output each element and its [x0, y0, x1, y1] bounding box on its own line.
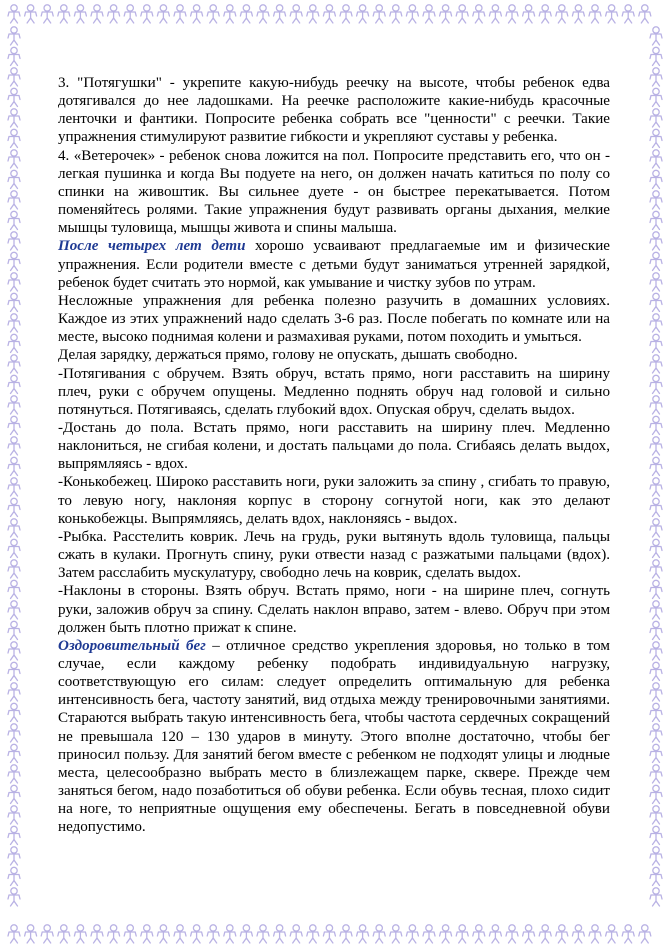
child-figure-icon [8, 826, 20, 844]
child-figure-icon [506, 5, 518, 23]
paragraph: Несложные упражнения для ребенка полезно разучить в домашних условиях. Каждое из этих упражнений надо сделать 3-6 раз. После побегать по комнате или на месте, высоко поднимая колени и размахивая руками, потом походить и умыться. [58, 292, 610, 346]
child-figure-icon [91, 925, 103, 943]
child-figure-icon [207, 925, 219, 943]
child-figure-icon [174, 925, 186, 943]
child-figure-icon [108, 5, 120, 23]
paragraph: Оздоровительный бег – отличное средство укрепления здоровья, но только в том случае, если каждому ребенку подобрать индивидуальную нагрузку, соответствующую его силам: следует определить оптимальную для ребенка интенсивность бега, частоту занятий, вид отдыха между тренировочными занятиями. Стараются выбрать такую интенсивность бега, чтобы частота сердечных сокращений не превышала 120 – 130 ударов в минуту. Этого вполне достаточно, чтобы бег приносил пользу. Для занятий бегом вместе с ребенком не подходят улицы и людные места, целесообразно выбрать место в близлежащем парке, сквере. Прежде чем заняться бегом, надо позаботиться об обуви ребенка. Если обувь тесная, плохо сидит на ноге, то неприятные ощущения ему обеспечены. Бегать в повседневной обуви недопустимо. [58, 637, 610, 836]
child-figure-icon [650, 847, 662, 865]
child-figure-icon [8, 601, 20, 619]
child-figure-icon [8, 925, 20, 943]
child-figure-icon [650, 642, 662, 660]
child-figure-icon [650, 806, 662, 824]
child-figure-icon [8, 478, 20, 496]
child-figure-icon [650, 683, 662, 701]
child-figure-icon [8, 683, 20, 701]
child-figure-icon [440, 5, 452, 23]
child-figure-icon [8, 375, 20, 393]
child-figure-icon [589, 5, 601, 23]
child-figure-icon [650, 560, 662, 578]
accent-phrase: Оздоровительный бег [58, 637, 206, 654]
child-figure-icon [141, 925, 153, 943]
paragraph: -Достань до пола. Встать прямо, ноги расставить на ширину плеч. Медленно наклониться, не сгибая колени, и достать пальцами до пола. Сгибаясь делать выдох, выпрямляясь - вдох. [58, 419, 610, 473]
child-figure-icon [8, 191, 20, 209]
child-figure-icon [224, 5, 236, 23]
child-figure-icon [58, 925, 70, 943]
child-figure-icon [650, 252, 662, 270]
child-figure-icon [650, 662, 662, 680]
child-figure-icon [8, 437, 20, 455]
child-figure-icon [8, 519, 20, 537]
child-figure-icon [8, 232, 20, 250]
child-figure-icon [650, 416, 662, 434]
child-figure-icon [650, 109, 662, 127]
child-figure-icon [423, 5, 435, 23]
child-figure-icon [650, 621, 662, 639]
child-figure-icon [606, 925, 618, 943]
child-figure-icon [473, 5, 485, 23]
child-figure-icon [307, 925, 319, 943]
child-figure-icon [157, 925, 169, 943]
child-figure-icon [650, 211, 662, 229]
child-figure-icon [8, 109, 20, 127]
child-figure-icon [41, 5, 53, 23]
child-figure-icon [489, 925, 501, 943]
child-figure-icon [650, 273, 662, 291]
child-figure-icon [506, 925, 518, 943]
child-figure-icon [8, 703, 20, 721]
child-figure-icon [8, 580, 20, 598]
child-figure-icon [523, 925, 535, 943]
child-figure-icon [572, 925, 584, 943]
child-figure-icon [650, 785, 662, 803]
child-figure-icon [650, 150, 662, 168]
child-figure-icon [456, 925, 468, 943]
child-figure-icon [274, 925, 286, 943]
child-figure-icon [8, 88, 20, 106]
child-figure-icon [8, 150, 20, 168]
paragraph: -Потягивания с обручем. Взять обруч, встать прямо, ноги расставить на ширину плеч, руки с обручем опущены. Медленно поднять обруч над головой и сильно потянуться. Потягиваясь, сделать глубокий вдох. Опуская обруч, сделать выдох. [58, 365, 610, 418]
child-figure-icon [323, 925, 335, 943]
child-figure-icon [8, 457, 20, 475]
child-figure-icon [274, 5, 286, 23]
child-figure-icon [650, 519, 662, 537]
child-figure-icon [650, 191, 662, 209]
child-figure-icon [589, 925, 601, 943]
child-figure-icon [650, 396, 662, 414]
child-figure-icon [8, 252, 20, 270]
child-figure-icon [8, 334, 20, 352]
child-figure-icon [606, 5, 618, 23]
child-figure-icon [8, 765, 20, 783]
child-figure-icon [650, 68, 662, 86]
child-figure-icon [489, 5, 501, 23]
child-figure-icon [41, 925, 53, 943]
child-figure-icon [650, 539, 662, 557]
paragraph: После четырех лет дети хорошо усваивают предлагаемые им и физические упражнения. Если родители вместе с детьми будут заниматься утренней зарядкой, ребенок будет считать это нормой, как умывание и чистку зубов по утрам. [58, 238, 610, 291]
child-figure-icon [456, 5, 468, 23]
child-figure-icon [639, 5, 651, 23]
child-figure-icon [8, 416, 20, 434]
child-figure-icon [8, 539, 20, 557]
child-figure-icon [8, 785, 20, 803]
child-figure-icon [390, 925, 402, 943]
child-figure-icon [357, 5, 369, 23]
child-figure-icon [639, 925, 651, 943]
child-figure-icon [650, 129, 662, 147]
child-figure-icon [25, 5, 37, 23]
child-figure-icon [191, 5, 203, 23]
child-figure-icon [8, 888, 20, 906]
child-figure-icon [8, 129, 20, 147]
child-figure-icon [8, 396, 20, 414]
child-figure-icon [650, 457, 662, 475]
child-figure-icon [157, 5, 169, 23]
child-figure-icon [141, 5, 153, 23]
child-figure-icon [307, 5, 319, 23]
child-figure-icon [8, 170, 20, 188]
child-figure-icon [8, 47, 20, 65]
child-figure-icon [473, 925, 485, 943]
child-figure-icon [224, 925, 236, 943]
child-figure-icon [650, 232, 662, 250]
child-figure-icon [650, 437, 662, 455]
child-figure-icon [650, 314, 662, 332]
child-figure-icon [8, 847, 20, 865]
child-figure-icon [240, 5, 252, 23]
child-figure-icon [650, 580, 662, 598]
child-figure-icon [74, 5, 86, 23]
child-figure-icon [8, 806, 20, 824]
child-figure-icon [650, 703, 662, 721]
child-figure-icon [8, 27, 20, 45]
paragraph: 3. "Потягушки" - укрепите какую-нибудь реечку на высоте, чтобы ребенок едва дотягивался до нее ладошками. На реечке расположите какие-нибудь красочные ленточки и фантики. Попросите ребенка собрать все "ценности" с реечки. Такие упражнения стимулируют развитие гибкости и укрепляют суставы у ребенка. [58, 75, 610, 146]
child-figure-icon [373, 925, 385, 943]
paragraph: 4. «Ветерочек» - ребенок снова ложится на пол. Попросите представить его, что он - легкая пушинка и когда Вы подуете на него, он должен начать катиться по полу со спинки на живоштик. Вы сильнее дуете - он быстрее перекатывается. Потом поменяйтесь ролями. Такие упражнения будут развивать органы дыхания, мелкие мышцы туловища, мышцы живота и спины малыша. [58, 147, 610, 237]
child-figure-icon [650, 88, 662, 106]
child-figure-icon [650, 724, 662, 742]
child-figure-icon [74, 925, 86, 943]
child-figure-icon [406, 925, 418, 943]
child-figure-icon [257, 5, 269, 23]
child-figure-icon [572, 5, 584, 23]
child-figure-icon [8, 314, 20, 332]
child-figure-icon [8, 744, 20, 762]
child-figure-icon [406, 5, 418, 23]
child-figure-icon [340, 925, 352, 943]
child-figure-icon [650, 826, 662, 844]
child-figure-icon [523, 5, 535, 23]
child-figure-icon [440, 925, 452, 943]
child-figure-icon [650, 375, 662, 393]
paragraph: -Конькобежец. Широко расставить ноги, руки заложить за спину , сгибать то правую, то левую ногу, наклоняя корпус в сторону согнутой ноги, как это делают конькобежцы. Выпрямляясь, делать вдох, наклоняясь - выдох. [58, 474, 610, 527]
child-figure-icon [25, 925, 37, 943]
accent-phrase: После четырех лет дети [58, 238, 246, 255]
child-figure-icon [257, 925, 269, 943]
child-figure-icon [650, 334, 662, 352]
child-figure-icon [650, 888, 662, 906]
child-figure-icon [323, 5, 335, 23]
child-figure-icon [8, 498, 20, 516]
child-figure-icon [357, 925, 369, 943]
child-figure-icon [539, 5, 551, 23]
child-figure-icon [8, 211, 20, 229]
child-figure-icon [124, 925, 136, 943]
article-body [58, 74, 610, 837]
child-figure-icon [8, 293, 20, 311]
child-figure-icon [556, 925, 568, 943]
child-figure-icon [650, 27, 662, 45]
child-figure-icon [650, 744, 662, 762]
child-figure-icon [290, 5, 302, 23]
child-figure-icon [8, 724, 20, 742]
child-figure-icon [650, 293, 662, 311]
child-figure-icon [8, 273, 20, 291]
child-figure-icon [191, 925, 203, 943]
child-figure-icon [373, 5, 385, 23]
child-figure-icon [556, 5, 568, 23]
child-figure-icon [650, 765, 662, 783]
child-figure-icon [650, 498, 662, 516]
child-figure-icon [390, 5, 402, 23]
child-figure-icon [174, 5, 186, 23]
child-figure-icon [622, 925, 634, 943]
child-figure-icon [8, 68, 20, 86]
child-figure-icon [650, 47, 662, 65]
child-figure-icon [539, 925, 551, 943]
child-figure-icon [124, 5, 136, 23]
child-figure-icon [650, 867, 662, 885]
child-figure-icon [650, 478, 662, 496]
child-figure-icon [8, 5, 20, 23]
child-figure-icon [8, 560, 20, 578]
child-figure-icon [8, 642, 20, 660]
paragraph: Делая зарядку, держаться прямо, голову не опускать, дышать свободно. [58, 347, 518, 364]
child-figure-icon [650, 355, 662, 373]
child-figure-icon [8, 355, 20, 373]
child-figure-icon [91, 5, 103, 23]
paragraph: -Рыбка. Расстелить коврик. Лечь на грудь, руки вытянуть вдоль туловища, пальцы сжать в кулаки. Прогнуть спину, руки отвести назад с разжатыми пальцами (вдох). Затем расслабить мускулатуру, свободно лечь на коврик, сделать выдох. [58, 528, 610, 582]
child-figure-icon [58, 5, 70, 23]
child-figure-icon [290, 925, 302, 943]
child-figure-icon [108, 925, 120, 943]
child-figure-icon [650, 601, 662, 619]
child-figure-icon [240, 925, 252, 943]
child-figure-icon [340, 5, 352, 23]
paragraph: -Наклоны в стороны. Взять обруч. Встать прямо, ноги - на ширине плеч, согнуть руки, заложив обруч за спину. Сделать наклон вправо, затем - влево. Обруч при этом должен быть плотно прижат к спине. [58, 583, 610, 636]
child-figure-icon [8, 867, 20, 885]
child-figure-icon [622, 5, 634, 23]
child-figure-icon [8, 662, 20, 680]
child-figure-icon [8, 621, 20, 639]
child-figure-icon [207, 5, 219, 23]
child-figure-icon [423, 925, 435, 943]
child-figure-icon [650, 170, 662, 188]
